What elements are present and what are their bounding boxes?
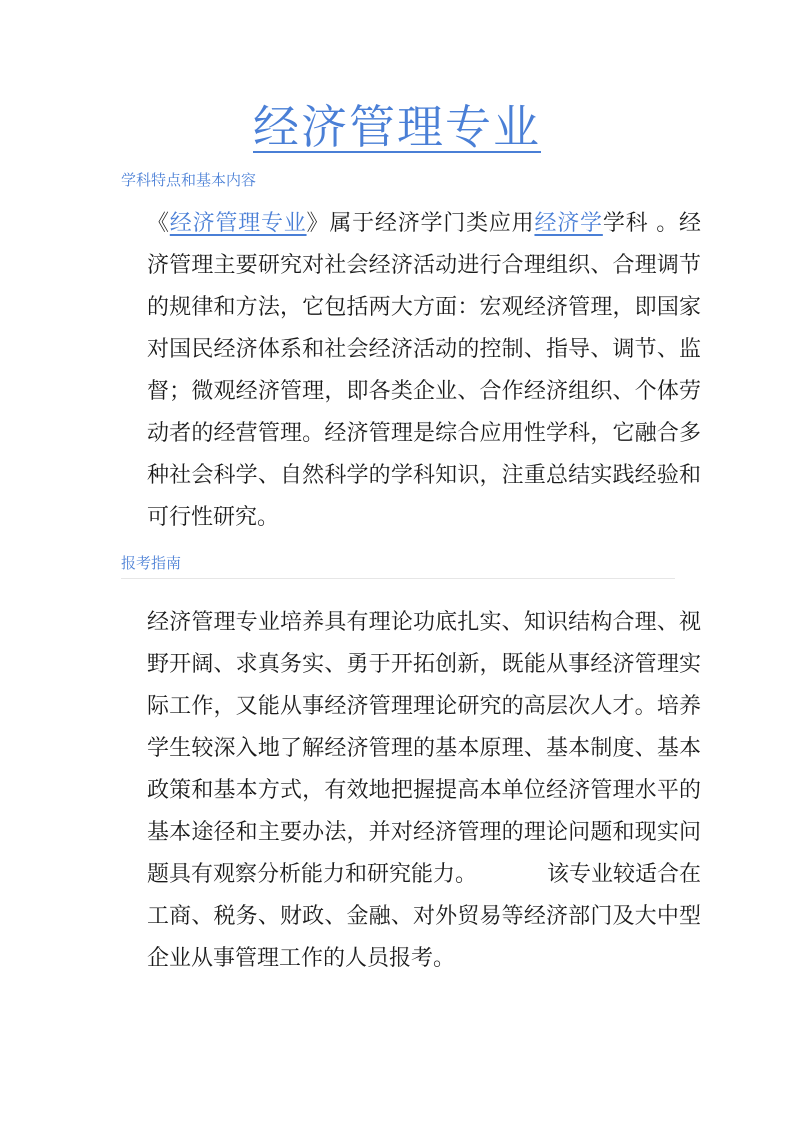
link-economics[interactable]: 经济学 [534, 211, 603, 236]
paragraph-text-mid: 》属于经济学门类应用 [306, 211, 535, 236]
section-paragraph-features [121, 203, 701, 539]
open-bracket: 《 [147, 211, 170, 236]
section-paragraph-guide: 经济管理专业培养具有理论功底扎实、知识结构合理、视野开阔、求真务实、勇于开拓创新，既能从事经济管理实际工作，又能从事经济管理理论研究的高层次人才。培养学生较深入地了解经济管理的基本原理、基本制度、基本政策和基本方式，有效地把握提高本单位经济管理水平的基本途径和主要办法，并对经济管理的理论问题和现实问题具有观察分析能力和研究能力。 该专业较适合在工商、税务、财政、金融、对外贸易等经济部门及大中型企业从事管理工作的人员报考。 [147, 610, 701, 971]
link-econ-management[interactable]: 经济管理专业 [169, 211, 307, 236]
section-heading-guide[interactable]: 报考指南 [121, 554, 182, 572]
section-heading-features[interactable]: 学科特点和基本内容 [121, 171, 257, 189]
paragraph-text-rest: 学科 。经济管理主要研究对社会经济活动进行合理组织、合理调节的规律和方法，它包括两大方面：宏观经济管理，即国家对国民经济体系和社会经济活动的控制、指导、调节、监督；微观经济管理，即各类企业、合作经济组织、个体劳动者的经营管理。经济管理是综合应用性学科，它融合多种社会科学、自然科学的学科知识，注重总结实践经验和可行性研究。 [147, 211, 701, 530]
page-title[interactable]: 经济管理专业 [253, 100, 541, 154]
section-divider [121, 578, 675, 579]
